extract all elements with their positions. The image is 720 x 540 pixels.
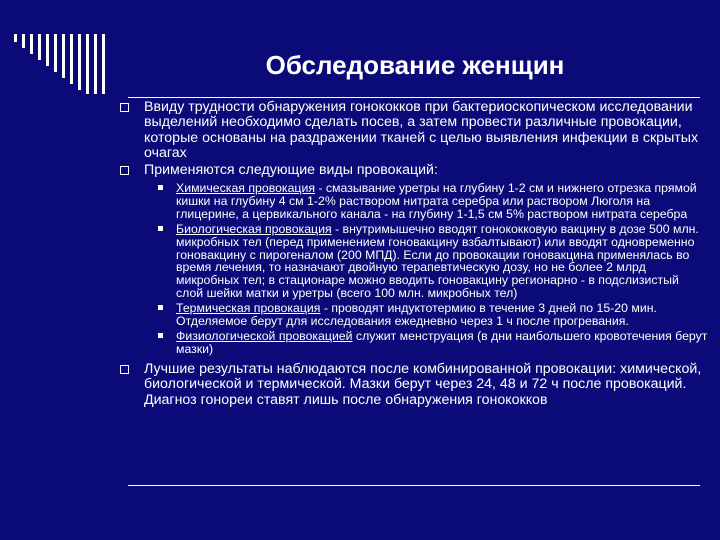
sublist [118, 182, 708, 356]
sublist-item [118, 223, 708, 300]
item-text: Применяются следующие виды провокаций: [144, 161, 438, 178]
provocation-description: - смазывание уретры на глубину 1-2 см и нижнего отрезка прямой кишки на глубину 4 см 1-2% раствором нитрата серебра или раствором Люголя на глицерине, а цервикального канала - на глубину 1-1,5 см 5% раствором нитрата серебра [176, 181, 697, 221]
list-item [118, 362, 708, 408]
content-body [118, 100, 708, 409]
bottom-divider [128, 485, 700, 486]
title-divider [128, 97, 700, 98]
hollow-square-bullet-icon [120, 365, 129, 374]
provocation-description: - проводят индуктотермию в течение 3 дней по 15-20 мин. Отделяемое берут для исследования ежедневно через 1 ч после прогревания. [176, 301, 657, 329]
provocation-term: Термическая провокация [176, 301, 321, 316]
provocation-description: - внутримышечно вводят гонококковую вакцину в дозе 500 млн. микробных тел (перед применением гоновакцину взбалтывают) или вводят одновременно гоновакцину с пирогеналом (200 МПД). Если до провокации гоновакцина применялась во время лечения, то назначают двойную терапевтическую дозу, но не более 2 млрд микробных тел; в стационаре можно вводить гоновакцину регионарно - в подслизистый слой шейки матки и уретры (всего 100 млн. микробных тел) [176, 221, 699, 301]
filled-square-bullet-icon [158, 185, 163, 190]
sublist-item [118, 182, 708, 221]
filled-square-bullet-icon [158, 226, 163, 231]
provocation-term: Химическая провокация [176, 181, 315, 196]
decorative-stripes [12, 34, 112, 94]
item-text: Ввиду трудности обнаружения гонококков при бактериоскопическом исследовании выделений необходимо сделать посев, а затем провести различные провокации, которые основаны на раздражении тканей с целью выявления инфекции в скрытых очагах [144, 99, 699, 162]
hollow-square-bullet-icon [120, 166, 129, 175]
sublist-item [118, 330, 708, 356]
page-title: Обследование женщин [265, 50, 565, 80]
list-item [118, 163, 708, 178]
list-item [118, 100, 708, 162]
hollow-square-bullet-icon [120, 103, 129, 112]
item-text: Лучшие результаты наблюдаются после комбинированной провокации: химической, биологической и термической. Мазки берут через 24, 48 и 72 ч после провокаций. Диагноз гонореи ставят лишь после обнаружения гонококков [144, 360, 702, 408]
sublist-item [118, 302, 708, 328]
provocation-term: Биологическая провокация [176, 221, 332, 236]
provocation-description: служит менструация (в дни наибольшего кровотечения берут мазки) [176, 329, 708, 356]
filled-square-bullet-icon [158, 305, 163, 310]
provocation-term: Физиологической провокацией [176, 329, 353, 343]
filled-square-bullet-icon [158, 333, 163, 338]
